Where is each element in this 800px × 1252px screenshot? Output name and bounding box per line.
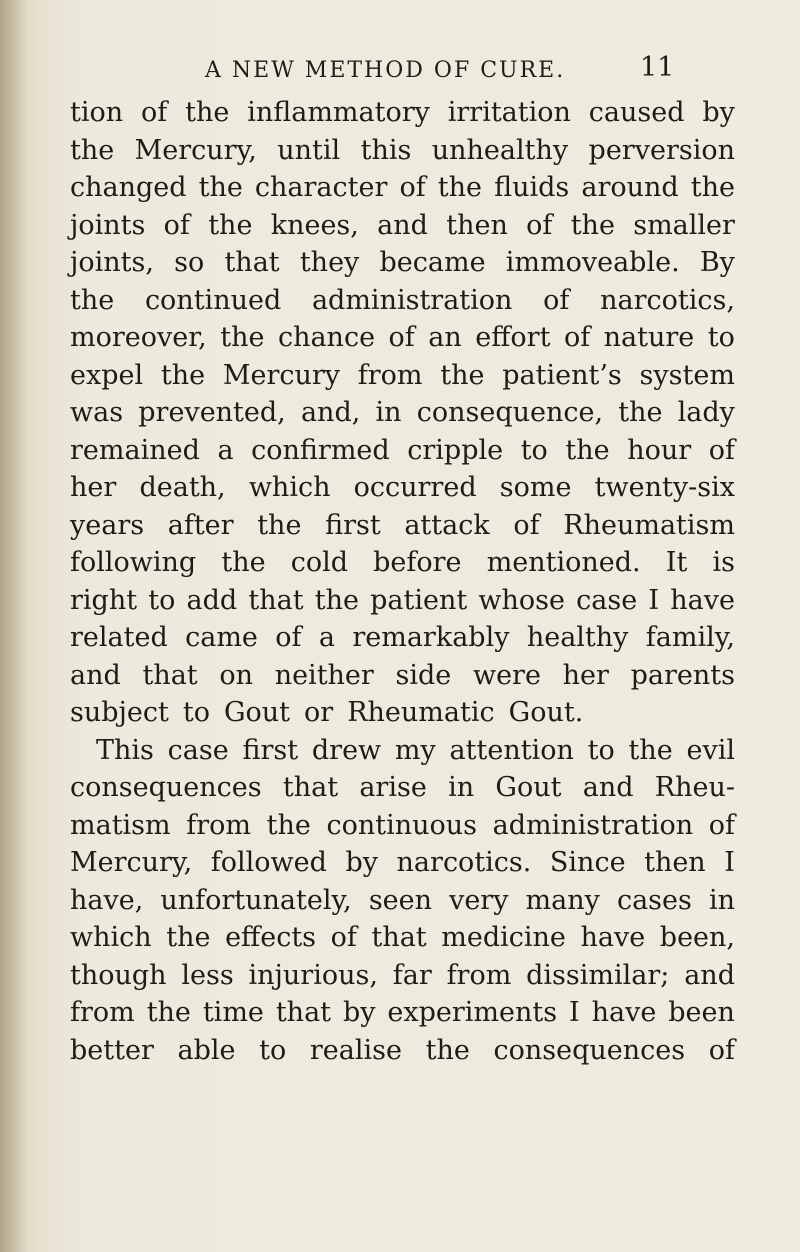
word: the	[570, 209, 615, 241]
word: of	[543, 284, 570, 316]
word: parents	[630, 659, 735, 691]
word: dissimilar;	[526, 959, 670, 991]
word: by	[345, 847, 378, 878]
word: then	[446, 209, 508, 241]
word: continued	[144, 284, 282, 316]
word: following	[70, 547, 197, 578]
page-number: 11	[640, 52, 675, 83]
word: from	[186, 809, 252, 841]
word: to	[520, 434, 548, 466]
word: case	[167, 734, 229, 766]
word: was	[70, 397, 124, 428]
text-line	[70, 394, 735, 432]
word: in	[448, 772, 475, 803]
word: the	[220, 322, 265, 353]
word: became	[379, 247, 486, 278]
word: expel	[70, 359, 144, 391]
word: of	[563, 322, 591, 353]
word: came	[185, 622, 258, 653]
word: injurious,	[248, 959, 378, 991]
word: in	[375, 397, 402, 428]
word: knees,	[270, 209, 359, 241]
word: case	[576, 584, 638, 616]
word: the	[70, 134, 115, 166]
text-line	[70, 357, 735, 395]
word: have	[670, 584, 735, 616]
word: from	[70, 997, 135, 1028]
word: consequences	[493, 1034, 686, 1066]
text-line	[70, 1032, 735, 1070]
text-line	[70, 244, 735, 282]
word: around	[581, 172, 679, 203]
word: attack	[404, 509, 490, 541]
word: chance	[277, 322, 376, 353]
word: after	[167, 509, 234, 541]
body-text	[70, 94, 735, 1069]
word: of	[708, 809, 735, 841]
word: though	[70, 959, 167, 991]
word: to	[707, 322, 735, 353]
word: drew	[311, 734, 382, 766]
word: been	[668, 997, 735, 1028]
text-line	[70, 619, 735, 657]
word: It	[665, 547, 688, 578]
word: of	[163, 209, 190, 241]
word: inflammatory	[247, 97, 430, 128]
word: been,	[659, 922, 735, 953]
word: of	[330, 922, 357, 953]
word: very	[449, 884, 509, 916]
word: effort	[475, 322, 551, 353]
text-line	[70, 507, 735, 545]
word: perversion	[588, 134, 735, 166]
word: joints	[70, 209, 146, 241]
word: the	[257, 509, 302, 541]
word: the	[160, 359, 206, 391]
text-line	[70, 582, 735, 620]
word: healthy	[526, 622, 629, 653]
text-line	[70, 694, 735, 732]
word: of	[141, 97, 168, 128]
word: the	[70, 284, 115, 316]
text-line	[70, 769, 735, 807]
word: the	[198, 172, 243, 203]
text-line	[70, 207, 735, 245]
word: and	[684, 959, 735, 991]
word: many	[525, 884, 600, 916]
word: years	[70, 509, 145, 541]
word: system	[639, 359, 735, 391]
word: consequences	[70, 772, 262, 803]
word: and	[70, 659, 121, 691]
word: family,	[645, 622, 735, 653]
text-line	[70, 282, 735, 320]
word: the	[266, 809, 311, 841]
word: which	[248, 472, 331, 503]
word: joints,	[70, 247, 154, 278]
word: hour	[627, 434, 692, 466]
word: followed	[210, 847, 327, 878]
word: this	[360, 134, 412, 166]
word: immoveable.	[505, 247, 680, 278]
running-head: A NEW METHOD OF CURE.	[205, 58, 566, 83]
word: an	[428, 322, 462, 353]
word: a	[318, 622, 335, 653]
word: mentioned.	[486, 547, 641, 578]
word: able	[177, 1034, 236, 1066]
word: cases	[616, 884, 692, 916]
word: of	[708, 434, 735, 466]
word: Mercury	[222, 359, 341, 391]
word: time	[202, 997, 264, 1028]
word: first	[242, 734, 299, 766]
word: patient’s	[502, 359, 622, 391]
word: medicine	[441, 922, 566, 953]
spine-shadow	[0, 0, 28, 1252]
word: character	[254, 172, 388, 203]
text-line	[70, 957, 735, 995]
word: patient	[370, 584, 468, 616]
word: arise	[359, 772, 427, 803]
word: irritation	[447, 97, 571, 128]
word: to	[182, 697, 210, 728]
word: fluids	[494, 172, 570, 203]
word: and	[582, 772, 634, 803]
word: unhealthy	[431, 134, 569, 166]
word: occurred	[353, 472, 477, 503]
word: whose	[478, 584, 565, 616]
word: of	[708, 1034, 735, 1066]
text-line	[70, 544, 735, 582]
text-line	[70, 994, 735, 1032]
word: the	[690, 172, 735, 203]
text-line	[70, 882, 735, 920]
word: some	[499, 472, 572, 503]
text-line	[70, 169, 735, 207]
word: continuous	[326, 809, 477, 841]
text-line	[70, 807, 735, 845]
word: until	[277, 134, 341, 166]
word: This	[96, 734, 154, 766]
word: that	[275, 997, 332, 1028]
word: of	[513, 509, 540, 541]
word: from	[446, 959, 512, 991]
word: a	[217, 434, 234, 466]
word: her	[70, 472, 117, 503]
word: remained	[70, 434, 200, 466]
word: remarkably	[352, 622, 510, 653]
word: is	[712, 547, 735, 578]
word: smaller	[633, 209, 735, 241]
word: Rheumatic	[347, 697, 495, 728]
word: the	[208, 209, 253, 241]
word: Mercury,	[70, 847, 193, 878]
word: to	[259, 1034, 287, 1066]
word: narcotics.	[396, 847, 532, 878]
word: that	[371, 922, 427, 953]
word: Since	[549, 847, 626, 878]
word: attention	[449, 734, 574, 766]
word: her	[562, 659, 609, 691]
word: then	[644, 847, 706, 878]
word: tion	[70, 97, 124, 128]
word: side	[395, 659, 452, 691]
word: from	[357, 359, 423, 391]
word: the	[628, 734, 673, 766]
word: cripple	[407, 434, 504, 466]
word: lady	[677, 397, 735, 428]
text-line	[70, 844, 735, 882]
word: by	[702, 97, 735, 128]
word: narcotics,	[600, 284, 735, 316]
text-line	[70, 919, 735, 957]
word: confirmed	[251, 434, 390, 466]
word: and,	[300, 397, 361, 428]
word: I	[724, 847, 735, 878]
word: that	[282, 772, 339, 803]
word: effects	[225, 922, 317, 953]
word: have,	[70, 884, 144, 916]
word: by	[342, 997, 376, 1028]
word: twenty-six	[594, 472, 735, 503]
word: related	[70, 622, 168, 653]
word: Rheu-	[654, 772, 735, 803]
word: of	[399, 172, 426, 203]
word: caused	[588, 97, 685, 128]
word: moreover,	[70, 322, 207, 353]
word: evil	[686, 734, 735, 766]
word: and	[377, 209, 428, 241]
word: death,	[139, 472, 226, 503]
word: the	[314, 584, 359, 616]
word: first	[325, 509, 381, 541]
word: the	[166, 922, 211, 953]
word: I	[569, 997, 580, 1028]
word: changed	[70, 172, 187, 203]
word: seen	[368, 884, 433, 916]
word: of	[388, 322, 415, 353]
text-line	[70, 94, 735, 132]
text-line	[70, 657, 735, 695]
word: they	[299, 247, 360, 278]
word: have	[580, 922, 646, 953]
word: far	[392, 959, 432, 991]
text-line	[70, 469, 735, 507]
word: matism	[70, 809, 171, 841]
word: Gout.	[508, 697, 584, 728]
word: administration	[492, 809, 694, 841]
word: administration	[311, 284, 513, 316]
word: neither	[274, 659, 374, 691]
word: nature	[603, 322, 695, 353]
word: have	[591, 997, 657, 1028]
word: before	[373, 547, 462, 578]
word: which	[70, 922, 152, 953]
word: that	[142, 659, 198, 691]
word: the	[146, 997, 191, 1028]
word: unfortunately,	[160, 884, 352, 916]
word: the	[618, 397, 663, 428]
word: cold	[290, 547, 348, 578]
word: that	[248, 584, 304, 616]
word: right	[70, 584, 138, 616]
word: I	[648, 584, 660, 616]
word: Mercury,	[134, 134, 257, 166]
word: of	[275, 622, 302, 653]
word: less	[181, 959, 234, 991]
word: the	[565, 434, 610, 466]
word: add	[186, 584, 238, 616]
word: Gout	[223, 697, 291, 728]
word: to	[148, 584, 176, 616]
word: the	[425, 1034, 470, 1066]
word: in	[708, 884, 735, 916]
word: or	[304, 697, 334, 728]
word: prevented,	[138, 397, 286, 428]
word: on	[219, 659, 253, 691]
text-line	[70, 319, 735, 357]
word: the	[221, 547, 266, 578]
word: By	[699, 247, 735, 278]
word: consequence,	[416, 397, 604, 428]
word: realise	[309, 1034, 402, 1066]
word: Rheumatism	[563, 509, 735, 541]
word: the	[437, 172, 483, 203]
word: the	[440, 359, 485, 391]
text-line	[70, 132, 735, 170]
word: experiments	[387, 997, 558, 1028]
word: my	[394, 734, 436, 766]
text-line	[70, 432, 735, 470]
word: were	[472, 659, 541, 691]
text-line	[70, 732, 735, 770]
word: better	[70, 1034, 154, 1066]
word: that	[224, 247, 280, 278]
word: the	[185, 97, 230, 128]
word: Gout	[495, 772, 562, 803]
word: of	[526, 209, 553, 241]
word: so	[174, 247, 205, 278]
word: to	[587, 734, 615, 766]
word: subject	[70, 697, 169, 728]
